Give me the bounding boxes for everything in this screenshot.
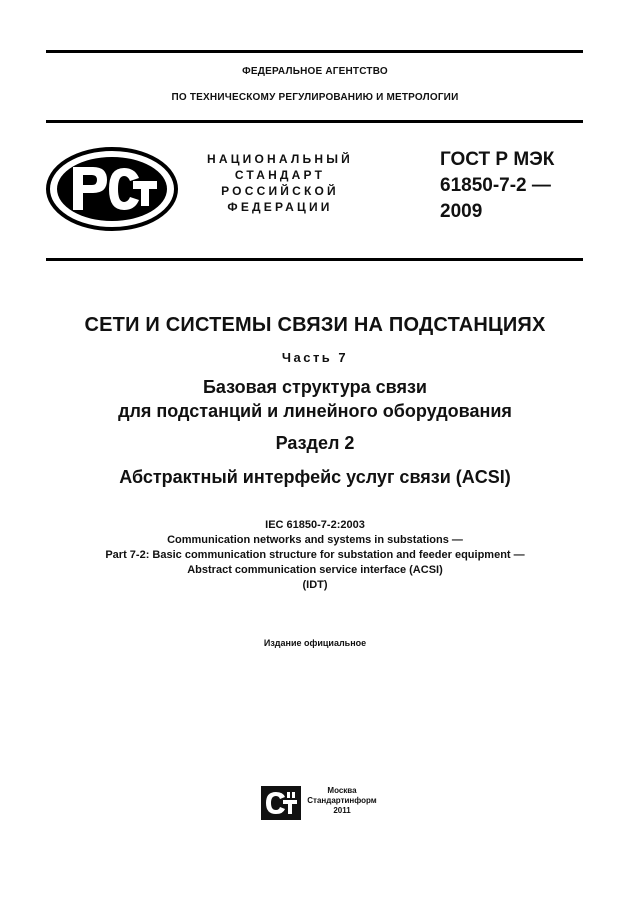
top-rule [46,50,583,53]
standard-number-line-2: 61850-7-2 — [440,175,551,196]
iec-line-3: Part 7-2: Basic communication structure for substation and feeder equipment — [105,549,525,561]
section-title: Абстрактный интерфейс услуг связи (ACSI) [119,467,511,487]
iec-line-1: IEC 61850-7-2:2003 [265,519,365,531]
standard-number-line-1: ГОСТ Р МЭК [440,149,555,170]
agency-line-1: ФЕДЕРАЛЬНОЕ АГЕНТСТВО [242,66,388,77]
part-label: Часть 7 [281,350,349,365]
iec-line-4: Abstract communication service interface (ACSI) [187,564,443,576]
publisher-name: Стандартинформ [307,796,377,805]
header-rule [46,120,583,123]
bottom-header-rule [46,258,583,261]
subtitle-line-2: для подстанций и линейного оборудования [118,401,512,421]
standard-type-line-3: РОССИЙСКОЙ [221,184,339,198]
standard-type-line-1: НАЦИОНАЛЬНЫЙ [206,152,354,166]
iec-reference [0,518,630,593]
agency-line-2: ПО ТЕХНИЧЕСКОМУ РЕГУЛИРОВАНИЮ И МЕТРОЛОГИИ [171,92,459,103]
publisher-year: 2011 [333,806,351,815]
edition-label: Издание официальное [263,638,367,648]
publisher-info [307,786,377,816]
iec-line-2: Communication networks and systems in substations — [167,534,463,546]
standard-type-line-4: ФЕДЕРАЦИИ [227,200,333,214]
standard-number-line-3: 2009 [440,201,483,222]
document-title: СЕТИ И СИСТЕМЫ СВЯЗИ НА ПОДСТАНЦИЯХ [84,314,546,336]
section-label: Раздел 2 [275,433,355,453]
subtitle-line-1: Базовая структура связи [202,377,427,397]
standard-type-line-2: СТАНДАРТ [234,168,326,182]
rst-emblem-icon [45,146,179,237]
standard-number [440,147,554,225]
standartinform-logo-icon [261,786,301,825]
iec-line-5: (IDT) [302,579,328,591]
publisher-city: Москва [327,786,357,795]
standard-type [190,151,370,215]
